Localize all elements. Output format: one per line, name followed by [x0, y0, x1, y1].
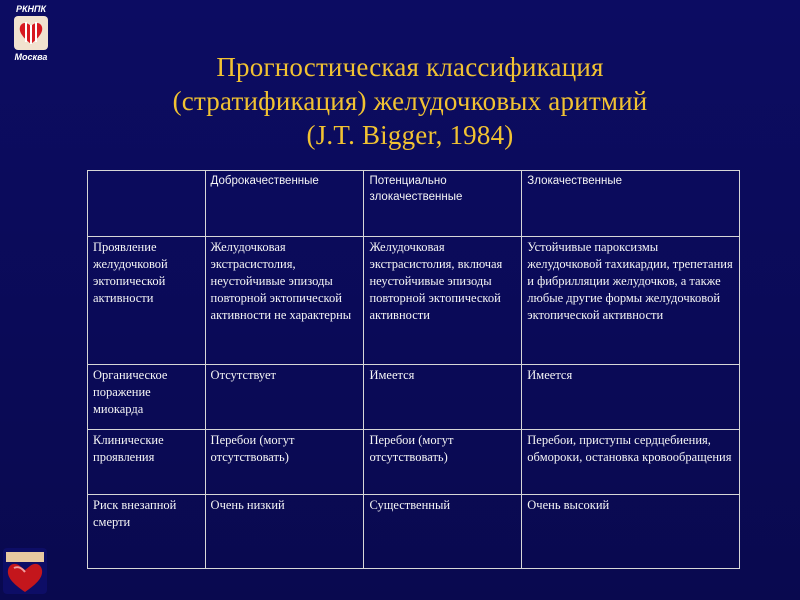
table-header-cell: Потенциально злокачественные: [364, 171, 522, 237]
table-header-cell: Доброкачественные: [205, 171, 364, 237]
table-cell: Перебои, приступы сердцебиения, обмороки, остановка кровообращения: [522, 430, 740, 495]
table-cell: Желудочковая экстрасистолия, включая неустойчивые эпизоды повторной эктопической активности: [364, 237, 522, 365]
organization-logo: [8, 4, 54, 62]
heart-emblem-icon: [2, 546, 48, 596]
table-row-label: Клинические проявления: [88, 430, 206, 495]
logo-text-bottom: Москва: [14, 52, 48, 62]
table-cell: Очень низкий: [205, 495, 364, 569]
table-cell: Имеется: [364, 365, 522, 430]
table-header-cell: Злокачественные: [522, 171, 740, 237]
table-row: [88, 237, 740, 365]
title-line-2: (стратификация) желудочковых аритмий: [172, 86, 648, 116]
table-cell: Желудочковая экстрасистолия, неустойчивые эпизоды повторной эктопической активности не характерны: [205, 237, 364, 365]
table-cell: Существенный: [364, 495, 522, 569]
heart-logo-svg: [17, 19, 45, 47]
logo-text-top: РКНПК: [15, 4, 47, 14]
heart-logo-icon: [14, 16, 48, 50]
table-row: [88, 365, 740, 430]
title-line-3: (J.T. Bigger, 1984): [306, 120, 514, 150]
table-cell: Очень высокий: [522, 495, 740, 569]
classification-table: [87, 170, 740, 569]
table-row-label: Проявление желудочковой эктопической активности: [88, 237, 206, 365]
table-row-label: Органическое поражение миокарда: [88, 365, 206, 430]
table-cell: Перебои (могут отсутствовать): [364, 430, 522, 495]
table-cell: Отсутствует: [205, 365, 364, 430]
table-cell: Перебои (могут отсутствовать): [205, 430, 364, 495]
table-cell: Устойчивые пароксизмы желудочковой тахикардии, трепетания и фибрилляции желудочков, а также любые другие формы желудочковой эктопической активности: [522, 237, 740, 365]
table-row: [88, 495, 740, 569]
table-header-cell: [88, 171, 206, 237]
title-line-1: Прогностическая классификация: [216, 52, 604, 82]
table-header-row: [88, 171, 740, 237]
table-row-label: Риск внезапной смерти: [88, 495, 206, 569]
heart-emblem-svg: [2, 546, 48, 596]
table-row: [88, 430, 740, 495]
slide-title: [110, 50, 710, 152]
table-cell: Имеется: [522, 365, 740, 430]
